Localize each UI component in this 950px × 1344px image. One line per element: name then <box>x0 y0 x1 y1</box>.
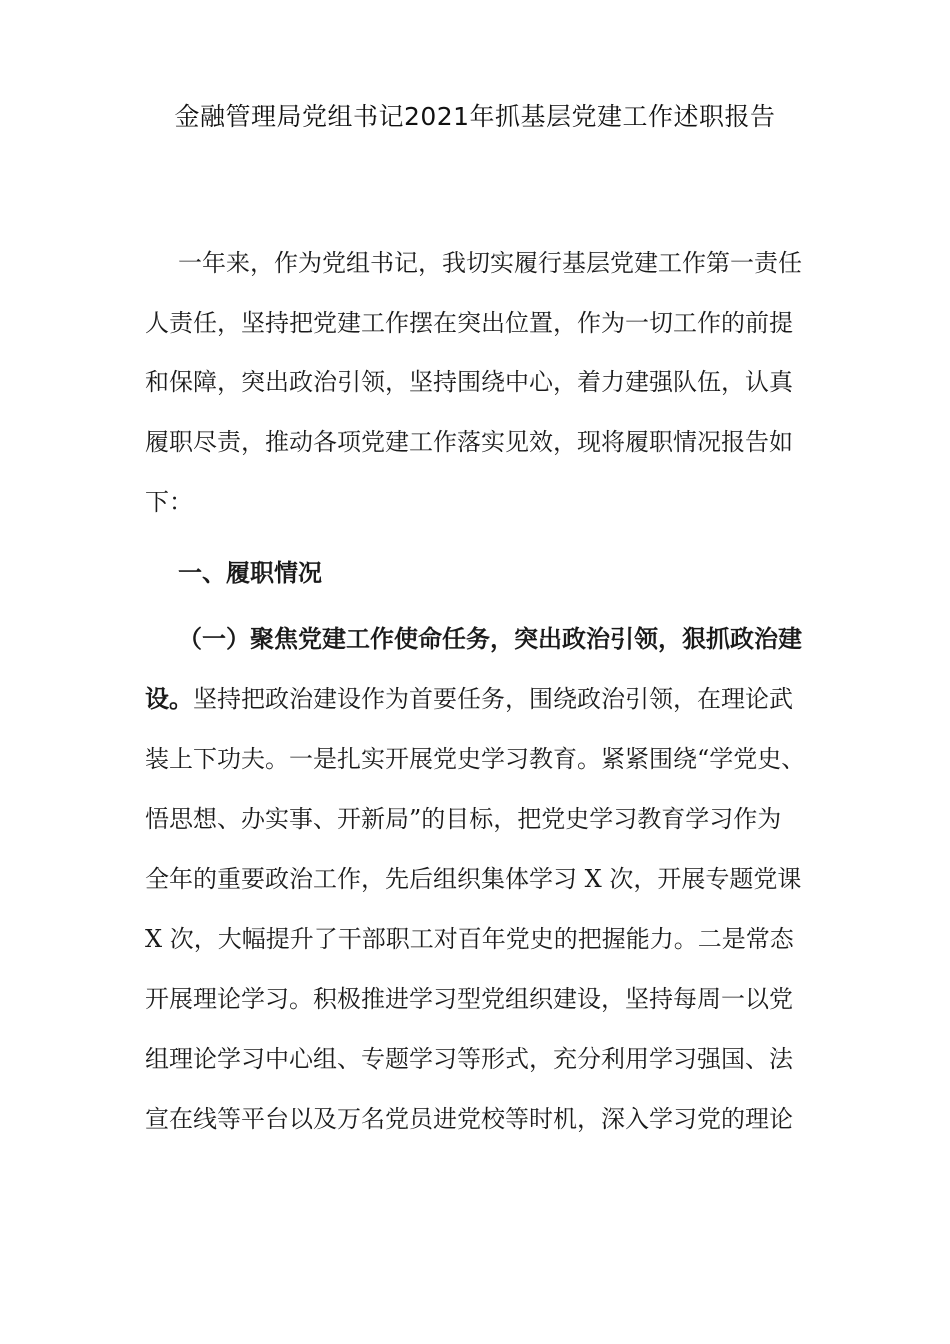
section-heading-1: 一、履职情况 <box>178 558 322 587</box>
intro-line-2: 人责任，坚持把党建工作摆在突出位置，作为一切工作的前提 <box>145 309 793 337</box>
intro-line-1: 一年来，作为党组书记，我切实履行基层党建工作第一责任 <box>178 249 802 277</box>
paragraph-line-8: 宣在线等平台以及万名党员进党校等时机，深入学习党的理论 <box>145 1105 793 1133</box>
intro-line-4: 履职尽责，推动各项党建工作落实见效，现将履职情况报告如 <box>145 428 793 456</box>
sub-heading-end: 设。 <box>145 684 193 713</box>
document-title: 金融管理局党组书记2021年抓基层党建工作述职报告 <box>174 102 776 131</box>
paragraph-line-5: X 次，大幅提升了干部职工对百年党史的把握能力。二是常态 <box>145 925 794 953</box>
intro-line-5: 下： <box>145 488 193 516</box>
intro-line-3: 和保障，突出政治引领，坚持围绕中心，着力建强队伍，认真 <box>145 368 793 396</box>
sub-heading-1: （一）聚焦党建工作使命任务，突出政治引领，狠抓政治建 <box>178 624 802 653</box>
paragraph-line-1-text: 坚持把政治建设作为首要任务，围绕政治引领，在理论武 <box>193 685 793 713</box>
paragraph-line-6: 开展理论学习。积极推进学习型党组织建设，坚持每周一以党 <box>145 985 793 1013</box>
paragraph-line-4: 全年的重要政治工作，先后组织集体学习 X 次，开展专题党课 <box>145 865 802 893</box>
paragraph-line-7: 组理论学习中心组、专题学习等形式，充分利用学习强国、法 <box>145 1045 793 1073</box>
paragraph-line-3: 悟思想、办实事、开新局”的目标，把党史学习教育学习作为 <box>145 805 782 833</box>
paragraph-line-2: 装上下功夫。一是扎实开展党史学习教育。紧紧围绕“学党史、 <box>145 745 806 773</box>
paragraph-line-1 <box>145 681 793 717</box>
